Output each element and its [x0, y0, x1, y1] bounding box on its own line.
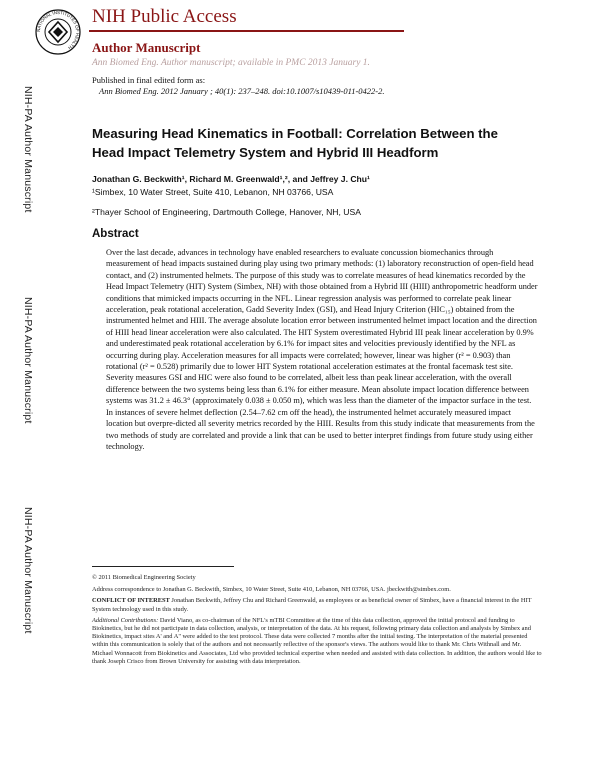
published-in-label: Published in final edited form as: — [92, 75, 206, 85]
contributions-note — [92, 617, 542, 666]
copyright-note: © 2011 Biomedical Engineering Society — [92, 574, 196, 581]
contributions-label: Additional Contributions: — [92, 616, 159, 624]
side-label-bottom: NIH-PA Author Manuscript — [22, 507, 34, 634]
citation-line: Ann Biomed Eng. 2012 January ; 40(1): 237–248. doi:10.1007/s10439-011-0422-2. — [99, 86, 385, 96]
contributions-text: David Viano, as co-chairman of the NFL's mTBI Committee at the time of this data collection, approved the initial protocol and funding to Biokinetics, but he did not participate in data collection, analysis, or interpretation of the data. At his request, following primary data collection and analysis by Simbex and Biokinetics, impact sites A' and A" were added to the test protocol. These data were collected 7 months after the initial testing. The interpretation of the material presented within this communication is solely that of the authors and not necessarily reflective of the sponsor's views. The authors would like to thank Mr. Chris Withnall and Mr. Michael Wonnacott from Biokinetics and Associates, Ltd who provided technical expertise when needed and assisted with data collection. In addition, the authors would like to thank Joseph Crisco from Brown University for assisting with data interpretation. — [92, 616, 542, 665]
abstract-text: Over the last decade, advances in technology have enabled researchers to evaluate concussion biomechanics through measurement of head impacts sustained during play using two primary methods: (1) laboratory reconstruction of open-field head contact, and (2) instrumented helmets. The purpose of this study was to correlate measures of head kinematics recorded by the Head Impact Telemetry (HIT) System (Simbex, NH) with those obtained from a Hybrid III (HIII) anthropometric headform under conditions that mimicked impacts occurring in the NFL. Linear regression analysis was performed to correlate peak linear acceleration, peak rotational acceleration, Gadd Severity Index (GSI), and Head Injury Criterion (HIC₁₅) obtained from the instrumented helmet and HIII. The average absolute location error between instrumented helmet impact location and the direction of HIII head linear acceleration were also calculated. The HIT System overestimated Hybrid III peak linear acceleration by 0.9% and underestimated peak rotational acceleration by 6.1% for impact sites and velocities previously identified by the NFL as occurring during play. Acceleration measures for all impacts were correlated; however, linear was higher (r² = 0.903) than rotational (r² = 0.528) primarily due to lower HIT System rotational acceleration estimates at the frontal facemask test site. Severity measures GSI and HIC were also found to be correlated, albeit less than peak linear acceleration, with the overall difference between the two systems being less than 6.1% for either measure. Mean absolute impact location difference between systems was 31.2 ± 46.3° (approximately 0.038 ± 0.050 m), which was less than the diameter of the impactor surface in the test. In instances of severe helmet deflection (2.54–7.62 cm off the head), the instrumented helmet accurately measured impact location but overpre-dicted all severity metrics recorded by the HIII. Results from this study indicate that measurements from the two methods of study are correlated and provide a link that can be used to better interpret findings from future study using either technology. — [106, 248, 538, 451]
footnotes — [92, 574, 542, 666]
conflict-note — [92, 597, 542, 613]
footnote-divider — [92, 566, 234, 567]
side-label-top: NIH-PA Author Manuscript — [22, 86, 34, 213]
side-label-middle: NIH-PA Author Manuscript — [22, 297, 34, 424]
nih-seal-logo — [34, 8, 82, 56]
correspondence-note: Address correspondence to Jonathan G. Beckwith, Simbex, 10 Water Street, Suite 410, Lebanon, NH 03766, USA. jbeckwith@simbex.com. — [92, 586, 451, 594]
affiliation-2: ²Thayer School of Engineering, Dartmouth College, Hanover, NH, USA — [92, 207, 361, 217]
affiliation-1: ¹Simbex, 10 Water Street, Suite 410, Lebanon, NH 03766, USA — [92, 187, 334, 197]
conflict-text: Jonathan Beckwith, Jeffrey Chu and Richard Greenwald, as employees or as beneficial owner of Simbex, have a financial interest in the HIT System technology used in this study. — [92, 597, 532, 613]
nih-public-access-title: NIH Public Access — [92, 6, 237, 27]
availability-line: Ann Biomed Eng. Author manuscript; available in PMC 2013 January 1. — [92, 58, 370, 68]
conflict-label: CONFLICT OF INTEREST — [92, 597, 170, 605]
seal-text: NATIONAL INSTITUTES OF HEALTH — [35, 9, 81, 51]
abstract-heading: Abstract — [92, 228, 139, 240]
abstract-body — [106, 247, 538, 452]
author-list: Jonathan G. Beckwith¹, Richard M. Greenwald¹,², and Jeffrey J. Chu¹ — [92, 174, 370, 184]
header-rule — [89, 30, 404, 32]
article-title: Measuring Head Kinematics in Football: Correlation Between the Head Impact Telemetry System and Hybrid III Headform — [92, 126, 498, 160]
author-manuscript-label: Author Manuscript — [92, 40, 201, 55]
